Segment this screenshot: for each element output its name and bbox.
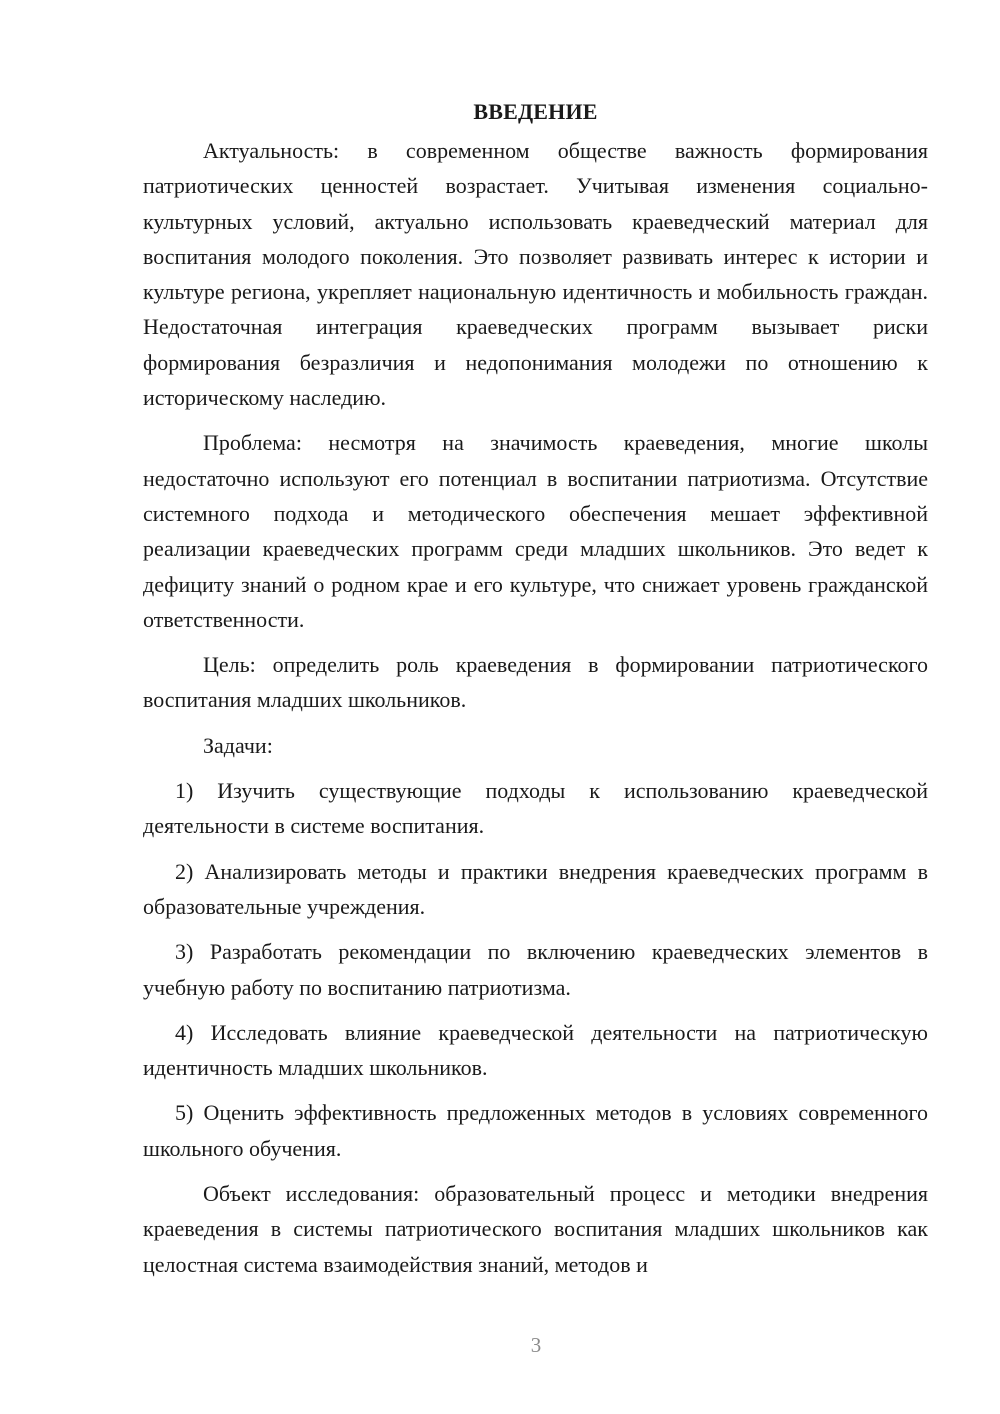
page-number: 3 [530, 1333, 542, 1357]
tasks-heading: Задачи: [203, 732, 273, 758]
document-page [143, 94, 928, 1292]
goal-paragraph: Цель: определить роль краеведения в формировании патриотического воспитания младших школьников. [143, 652, 928, 713]
relevance-paragraph: Актуальность: в современном обществе важность формирования патриотических ценностей возрастает. Учитывая изменения социально-культурных условий, актуально использовать краеведческий материал для воспитания молодого поколения. Это позволяет развивать интерес к истории и культуре региона, укрепляет национальную идентичность и мобильность граждан. Недостаточная интеграция краеведческих программ вызывает риски формирования безразличия и недопонимания молодежи по отношению к историческому наследию. [143, 138, 928, 411]
object-paragraph: Объект исследования: образовательный процесс и методики внедрения краеведения в системы патриотического воспитания младших школьников как целостная система взаимодействия знаний, методов и [143, 1181, 928, 1277]
task-item-1: 1) Изучить существующие подходы к использованию краеведческой деятельности в системе воспитания. [143, 778, 928, 839]
section-title: ВВЕДЕНИЕ [473, 99, 598, 124]
task-item-4: 4) Исследовать влияние краеведческой деятельности на патриотическую идентичность младших школьников. [143, 1019, 928, 1081]
task-item-5: 5) Оценить эффективность предложенных методов в условиях современного школьного обучения. [143, 1100, 928, 1161]
task-item-3: 3) Разработать рекомендации по включению краеведческих элементов в учебную работу по воспитанию патриотизма. [143, 939, 928, 1000]
task-item-2: 2) Анализировать методы и практики внедрения краеведческих программ в образовательные учреждения. [143, 858, 928, 919]
problem-paragraph: Проблема: несмотря на значимость краеведения, многие школы недостаточно используют его потенциал в воспитании патриотизма. Отсутствие системного подхода и методического обеспечения мешает эффективной реализации краеведческих программ среди младших школьников. Это ведет к дефициту знаний о родном крае и его культуре, что снижает уровень гражданской ответственности. [143, 430, 928, 632]
